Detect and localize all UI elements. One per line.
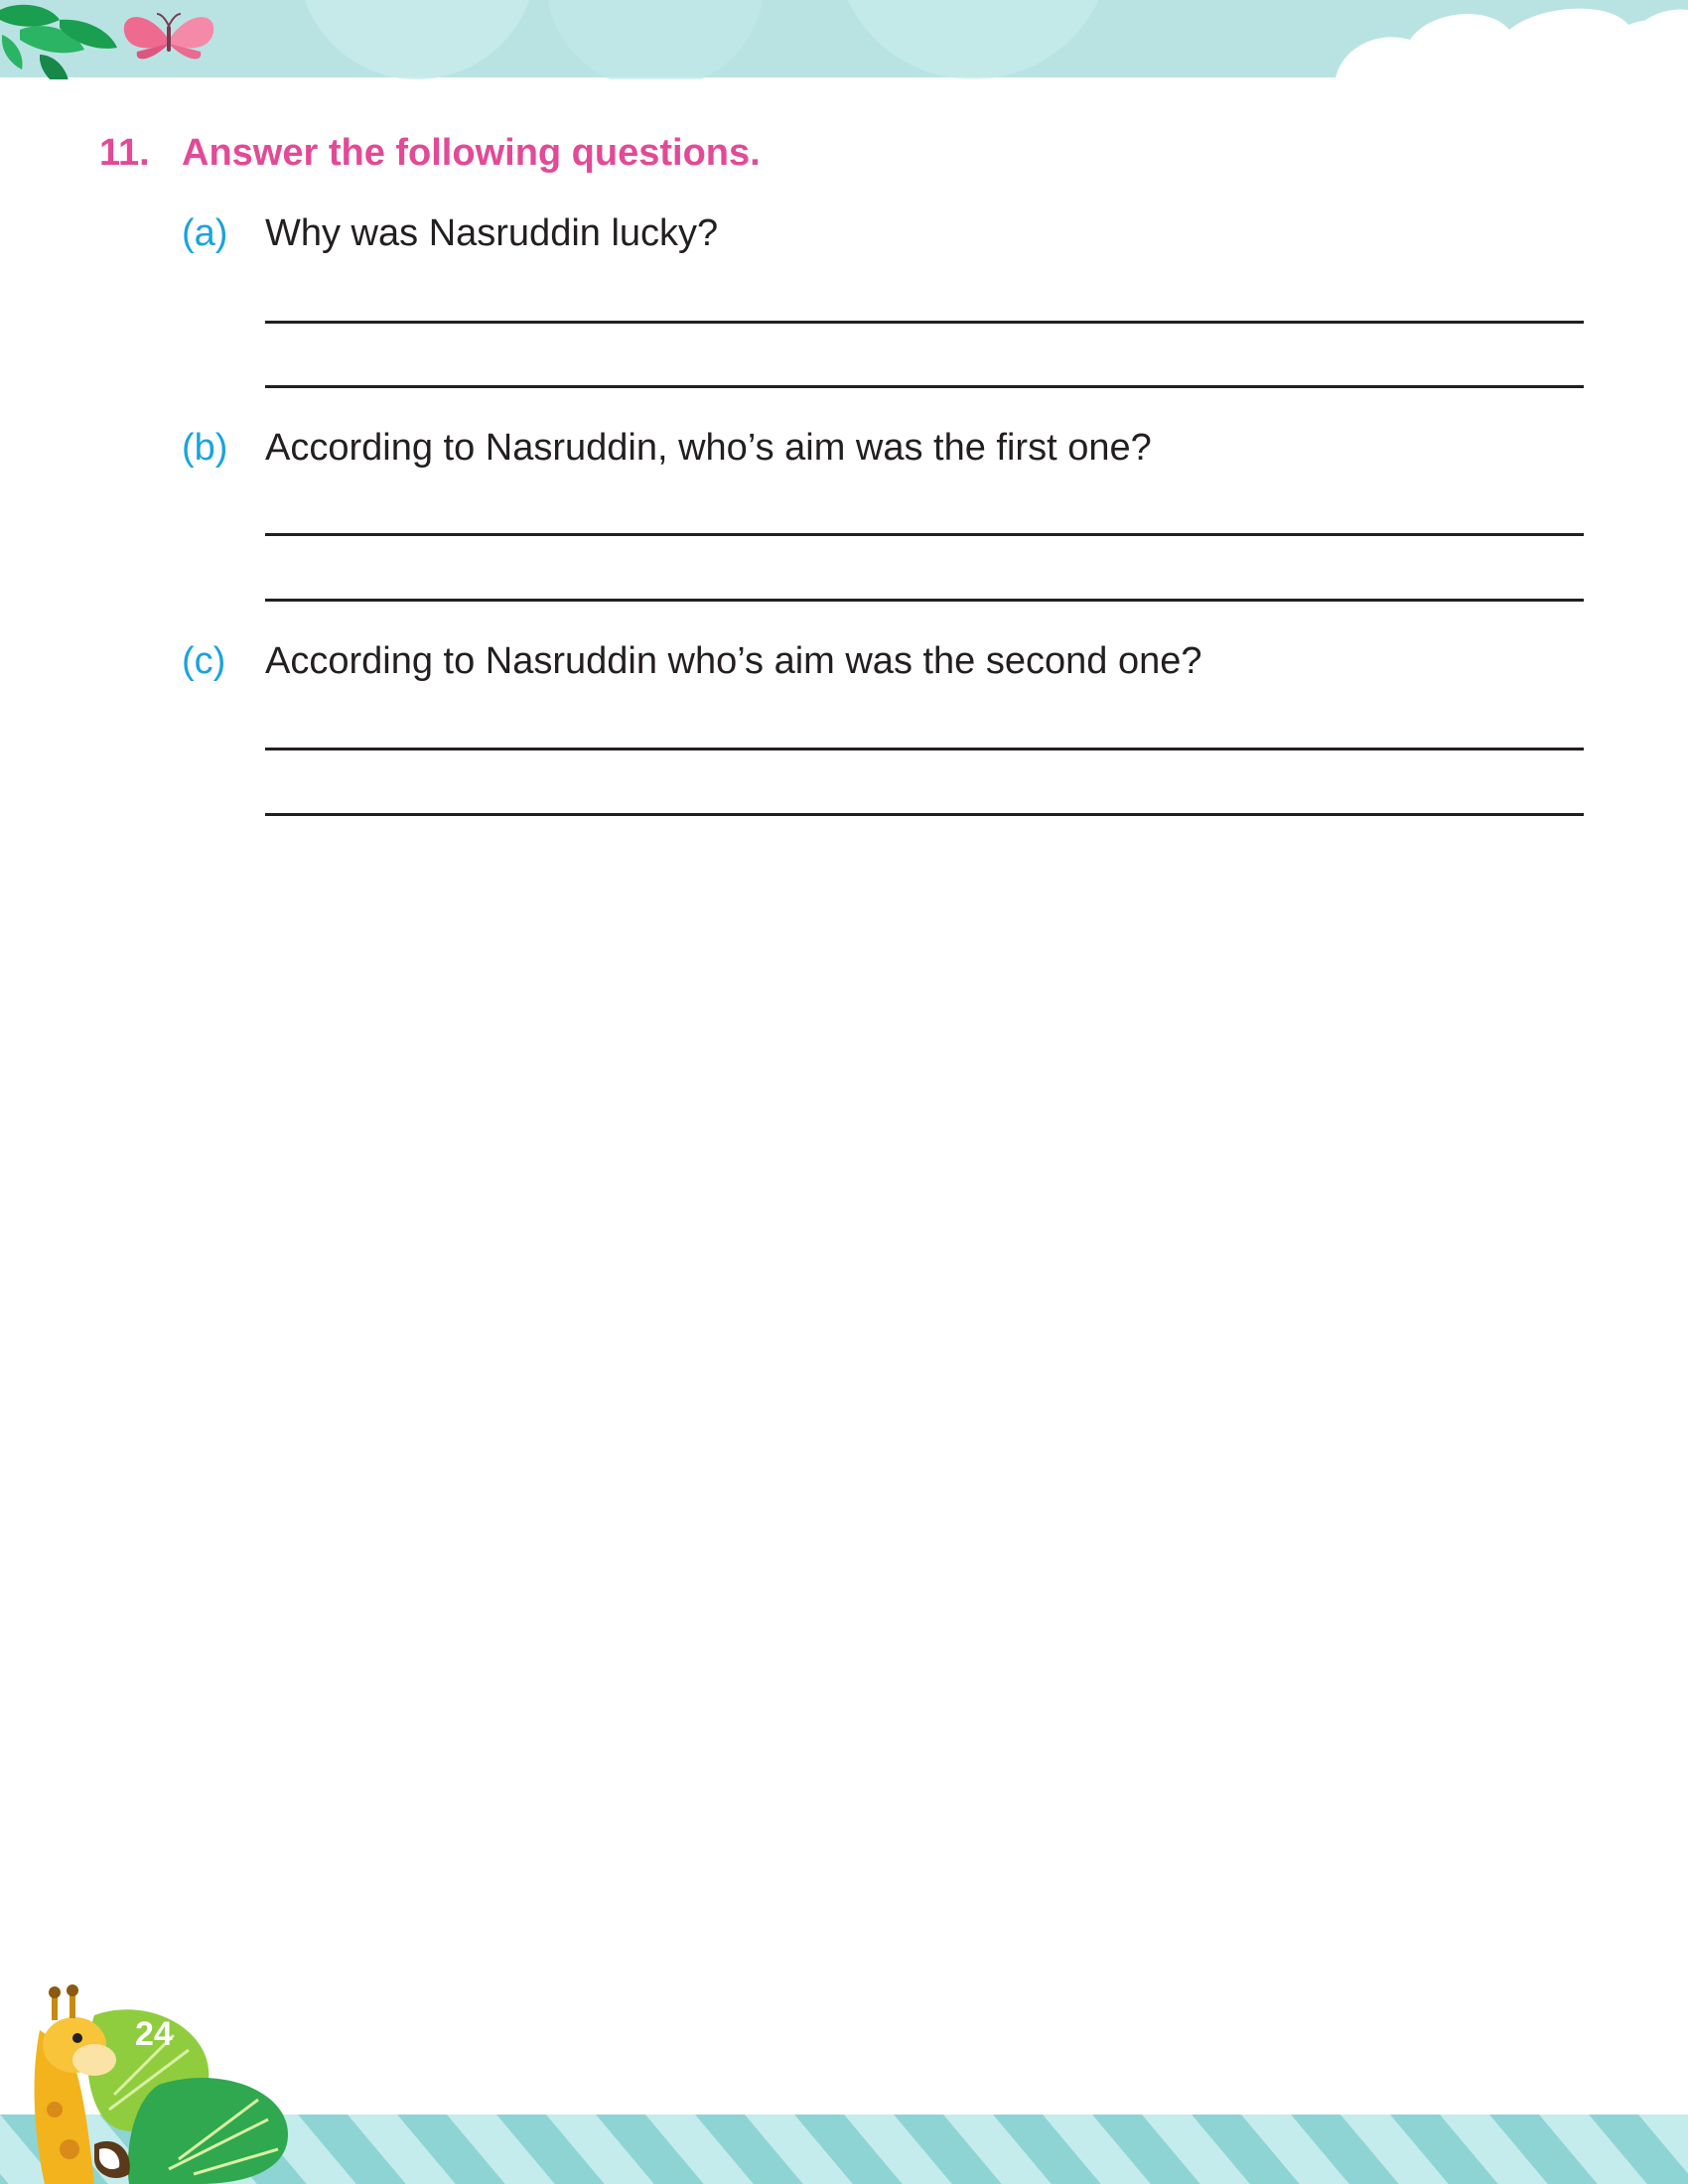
question-a xyxy=(182,204,1584,263)
question-text: According to Nasruddin who’s aim was the second one? xyxy=(265,639,1202,682)
answer-line[interactable] xyxy=(265,533,1584,536)
answer-line[interactable] xyxy=(265,321,1584,324)
answer-line[interactable] xyxy=(265,385,1584,388)
question-text: According to Nasruddin, who’s aim was the first one? xyxy=(265,426,1152,469)
question-c xyxy=(182,631,1584,691)
question-text: Why was Nasruddin lucky? xyxy=(265,211,719,254)
question-letter: (a) xyxy=(182,211,228,254)
question-letter: (c) xyxy=(182,639,226,682)
corner-illustration xyxy=(0,1971,318,2184)
exercise-block xyxy=(99,124,1589,182)
question-letter: (b) xyxy=(182,426,228,469)
header-banner xyxy=(0,0,1688,79)
exercise-number: 11. xyxy=(99,131,150,174)
answer-line[interactable] xyxy=(265,599,1584,602)
exercise-heading xyxy=(99,124,1589,182)
question-b xyxy=(182,418,1584,478)
answer-line[interactable] xyxy=(265,748,1584,751)
answer-line[interactable] xyxy=(265,813,1584,816)
exercise-title: Answer the following questions. xyxy=(182,131,761,174)
page-number: 24 xyxy=(135,2015,173,2053)
